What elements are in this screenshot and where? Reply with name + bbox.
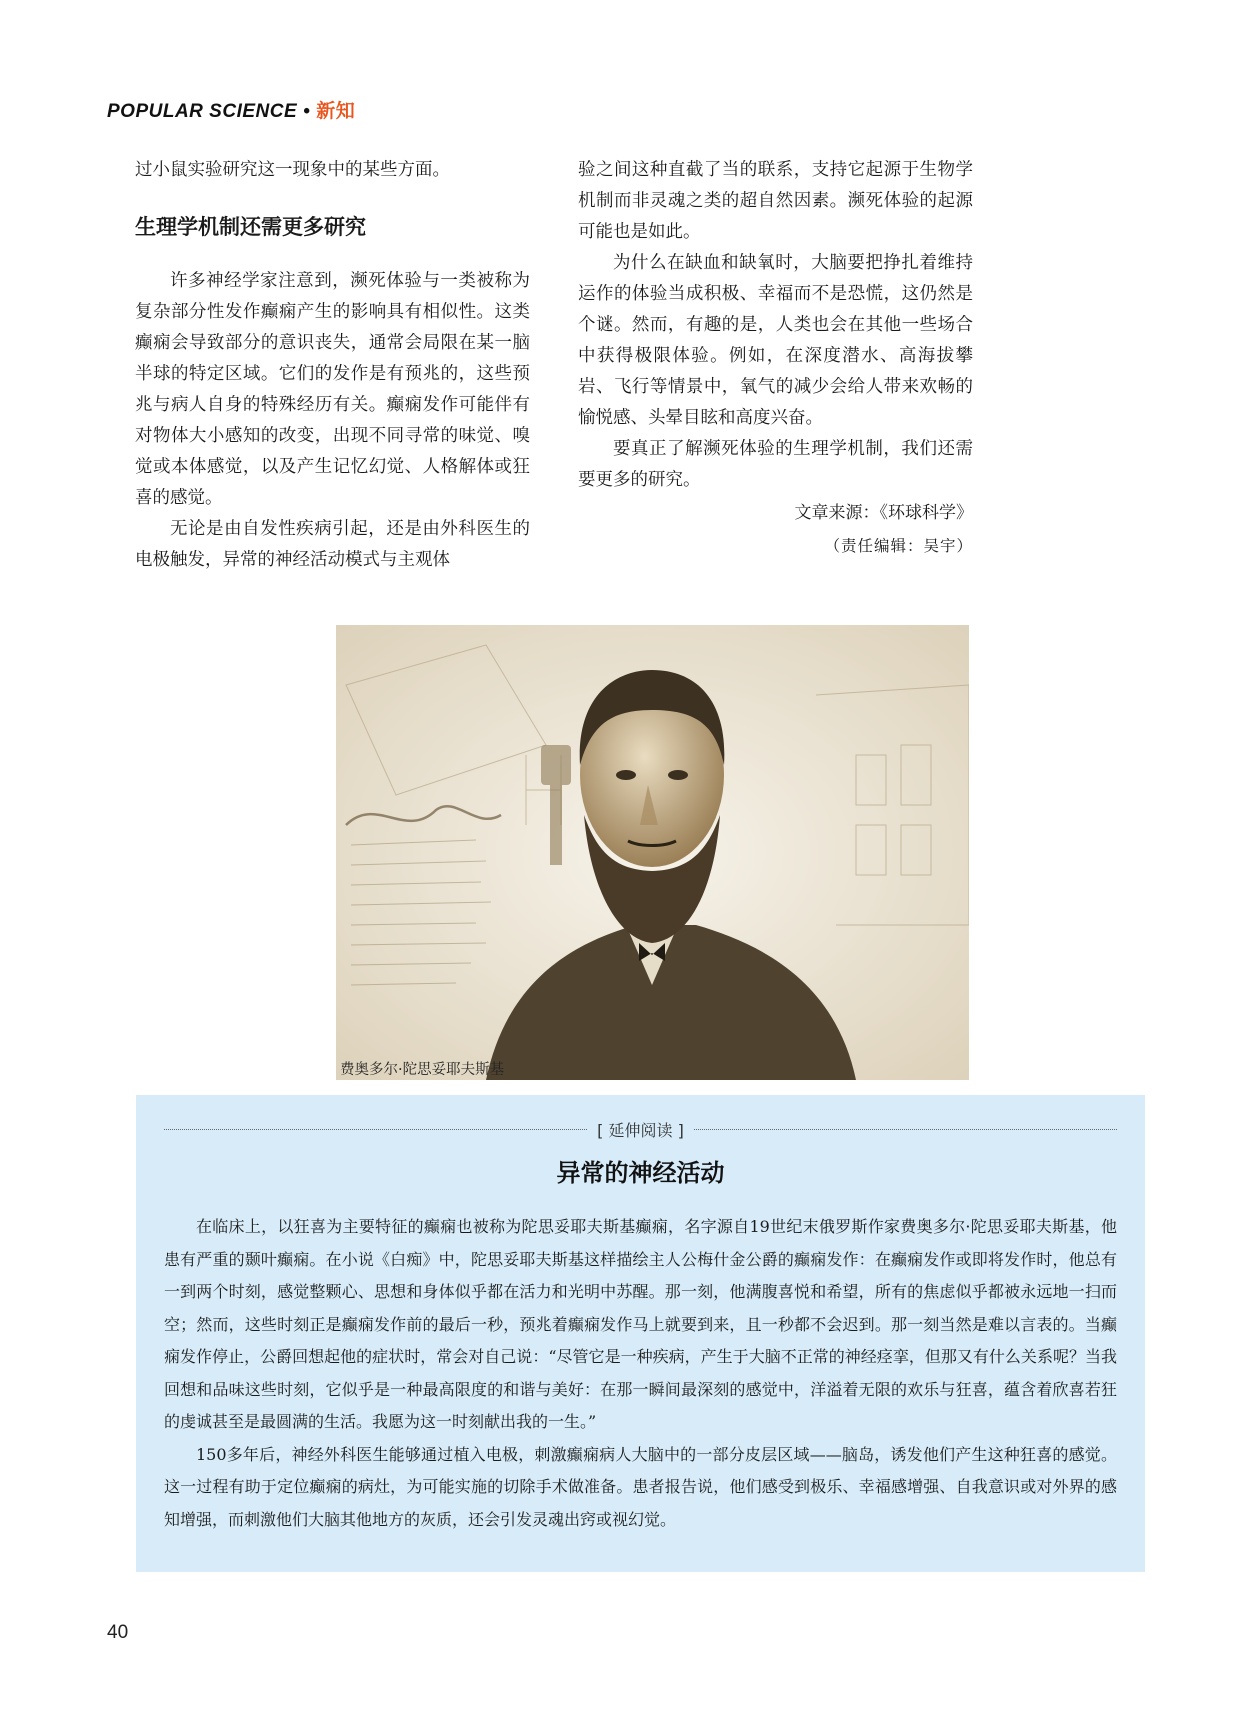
- box-title: 异常的神经活动: [556, 1159, 725, 1187]
- figure-caption: 费奥多尔·陀思妥耶夫斯基: [340, 1062, 505, 1078]
- right-column: [578, 155, 973, 562]
- responsible-editor: （责任编辑：吴宇）: [824, 537, 973, 555]
- paragraph-continued: 验之间这种直截了当的联系，支持它起源于生物学机制而非灵魂之类的超自然因素。濒死体验的起源可能也是如此。: [578, 160, 973, 242]
- article-source: 文章来源：《环球科学》: [794, 503, 973, 523]
- box-label: [ 延伸阅读 ]: [597, 1120, 684, 1140]
- left-column: [135, 155, 530, 576]
- page-number: 40: [107, 1622, 129, 1643]
- extended-reading-box: [136, 1095, 1145, 1572]
- box-header: [164, 1117, 1117, 1141]
- paragraph-continued: 过小鼠实验研究这一现象中的某些方面。: [135, 160, 450, 180]
- portrait-illustration: [336, 625, 969, 1080]
- header-separator: •: [303, 101, 311, 122]
- divider: [164, 1129, 587, 1130]
- paragraph: 要真正了解濒死体验的生理学机制，我们还需要更多的研究。: [578, 439, 973, 490]
- box-body: [164, 1211, 1117, 1536]
- section-name: 新知: [316, 101, 356, 122]
- magazine-brand: POPULAR SCIENCE: [107, 101, 298, 122]
- divider: [694, 1129, 1117, 1130]
- paragraph: 许多神经学家注意到，濒死体验与一类被称为复杂部分性发作癫痫产生的影响具有相似性。这类癫痫会导致部分的意识丧失，通常会局限在某一脑半球的特定区域。它们的发作是有预兆的，这些预兆与病人自身的特殊经历有关。癫痫发作可能伴有对物体大小感知的改变，出现不同寻常的味觉、嗅觉或本体感觉，以及产生记忆幻觉、人格解体或狂喜的感觉。: [135, 271, 530, 508]
- box-paragraph: 150多年后，神经外科医生能够通过植入电极，刺激癫痫病人大脑中的一部分皮层区域——脑岛，诱发他们产生这种狂喜的感觉。这一过程有助于定位癫痫的病灶，为可能实施的切除手术做准备。患者报告说，他们感受到极乐、幸福感增强、自我意识或对外界的感知增强，而刺激他们大脑其他地方的灰质，还会引发灵魂出窍或视幻觉。: [164, 1444, 1117, 1529]
- magazine-header: [107, 96, 355, 123]
- paragraph: 无论是由自发性疾病引起，还是由外科医生的电极触发，异常的神经活动模式与主观体: [135, 519, 530, 570]
- portrait-image: [336, 625, 969, 1080]
- box-paragraph: 在临床上，以狂喜为主要特征的癫痫也被称为陀思妥耶夫斯基癫痫，名字源自19世纪末俄罗斯作家费奥多尔·陀思妥耶夫斯基，他患有严重的颞叶癫痫。在小说《白痴》中，陀思妥耶夫斯基这样描绘主人公梅什金公爵的癫痫发作：在癫痫发作或即将发作时，他总有一到两个时刻，感觉整颗心、思想和身体似乎都在活力和光明中苏醒。那一刻，他满腹喜悦和希望，所有的焦虑似乎都被永远地一扫而空；然而，这些时刻正是癫痫发作前的最后一秒，预兆着癫痫发作马上就要到来，且一秒都不会迟到。那一刻当然是难以言表的。当癫痫发作停止，公爵回想起他的症状时，常会对自己说：“尽管它是一种疾病，产生于大脑不正常的神经痉挛，但那又有什么关系呢？当我回想和品味这些时刻，它似乎是一种最高限度的和谐与美好：在那一瞬间最深刻的感觉中，洋溢着无限的欢乐与狂喜，蕴含着欣喜若狂的虔诚甚至是最圆满的生活。我愿为这一时刻献出我的一生。”: [164, 1217, 1117, 1431]
- section-heading: 生理学机制还需更多研究: [135, 215, 366, 239]
- paragraph: 为什么在缺血和缺氧时，大脑要把挣扎着维持运作的体验当成积极、幸福而不是恐慌，这仍然是个谜。然而，有趣的是，人类也会在其他一些场合中获得极限体验。例如，在深度潜水、高海拔攀岩、飞行等情景中，氧气的减少会给人带来欢畅的愉悦感、头晕目眩和高度兴奋。: [578, 253, 973, 428]
